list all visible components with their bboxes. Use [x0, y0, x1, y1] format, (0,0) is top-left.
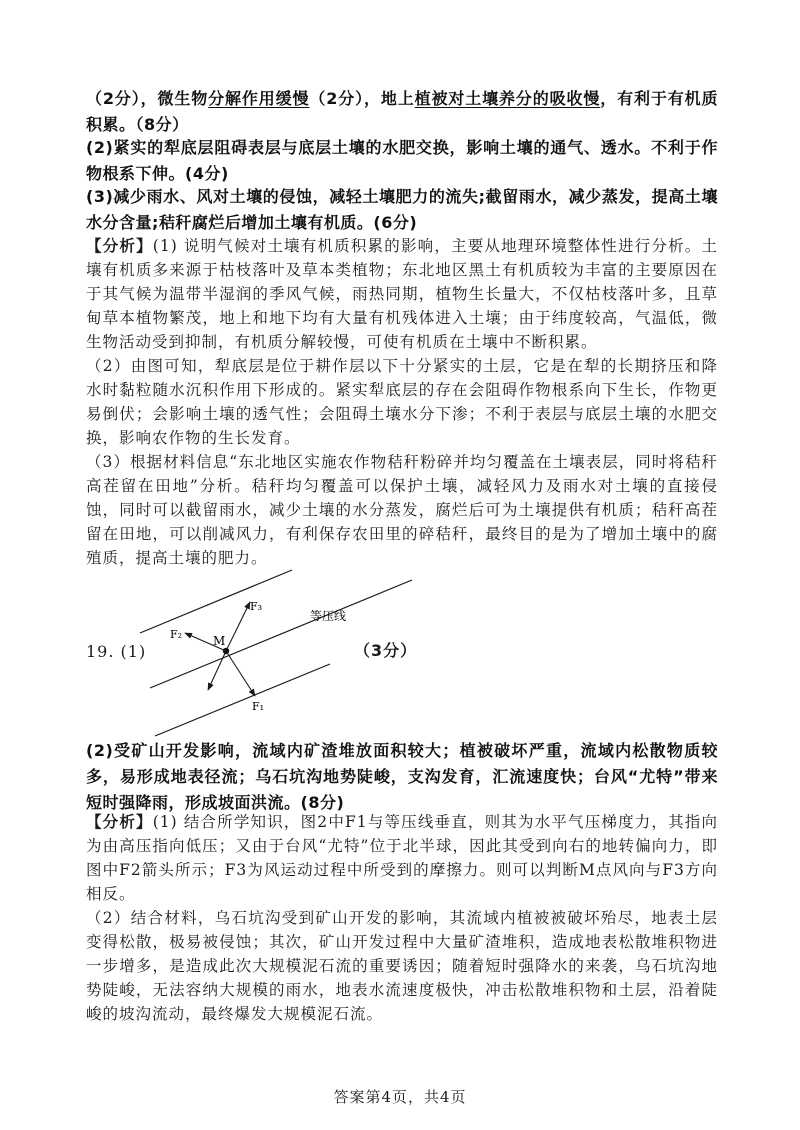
underlined-phrase: 植被对土壤养分的吸收慢 — [414, 89, 601, 108]
point-m — [223, 648, 229, 654]
arrow-f1 — [226, 651, 255, 696]
answer-19-part2: (2)受矿山开发影响，流域内矿渣堆放面积较大；植被破坏严重，流域内松散物质较多，易形成地表径流；乌石坑沟地势陡峻，支沟发育，汇流速度快；台风“尤特”带来短时强降雨，形成坡面洪流。(8分) — [86, 741, 718, 812]
analysis-19-p1: 【分析】(1) 结合所学知识，图2中F1与等压线垂直，则其为水平气压梯度力，其指向为由高压指向低压；又由于台风“尤特”位于北半球，因此其受到向右的地转偏向力，即图中F2箭头所示；F3为风运动过程中所受到的摩擦力。则可以判断M点风向与F3方向相反。 — [86, 812, 718, 903]
underlined-phrase: 分解作用缓慢 — [208, 89, 310, 108]
question-19-number: 19. (1) — [86, 642, 147, 661]
analysis-18-p2: （2）由图可知，犁底层是位于耕作层以下十分紧实的土层，它是在犁的长期挤压和降水时黏粒随水沉积作用下形成的。紧实犁底层的存在会阻碍作物根系向下生长，作物更易倒伏；会影响土壤的透气性；会阻碍土壤水分下渗；不利于表层与底层土壤的水肥交换，影响农作物的生长发育。 — [86, 357, 718, 447]
answer-18-part2: (2)紧实的犁底层阻碍表层与底层土壤的水肥交换，影响土壤的通气、透水。不利于作物根系下伸。(4分) — [86, 138, 718, 183]
analysis-tag: 【分析】 — [86, 236, 153, 255]
isobar-label: 等压线 — [310, 609, 347, 623]
analysis-18-p3: （3）根据材料信息“东北地区实施农作物秸秆粉碎并均匀覆盖在土壤表层，同时将秸秆高茬留在田地”分析。秸秆均匀覆盖可以保护土壤，减轻风力及雨水对土壤的直接侵蚀，同时可以截留雨水，减少土壤的水分蒸发，腐烂后可为土壤提供有机质；秸秆高茬留在田地，可以削减风力，有利保存农田里的碎秸秆，最终目的是为了增加土壤中的腐殖质，提高土壤的肥力。 — [86, 453, 718, 567]
answer-18-part1: （2分），微生物分解作用缓慢（2分），地上植被对土壤养分的吸收慢，有利于有机质积累。（8分） — [86, 89, 718, 134]
f3-label: F₃ — [250, 600, 263, 613]
f2-label: F₂ — [170, 628, 183, 641]
question-19-score: （3分） — [354, 641, 418, 660]
isobar-line-2 — [150, 580, 412, 688]
f1-label: F₁ — [252, 700, 265, 713]
analysis-19-p2: （2）结合材料，乌石坑沟受到矿山开发的影响，其流域内植被被破坏殆尽，地表土层变得松散，极易被侵蚀；其次，矿山开发过程中大量矿渣堆积，造成地表松散堆积物进一步增多，是造成此次大规模泥石流的重要诱因；随着短时强降水的来袭，乌石坑沟地势陡峻，无法容纳大规模的雨水，地表水流速度极快，冲击松散堆积物和土层，沿着陡峻的坡沟流动，最终爆发大规模泥石流。 — [86, 909, 718, 1023]
answer-18-part3: (3)减少雨水、风对土壤的侵蚀，减轻土壤肥力的流失;截留雨水，减少蒸发，提高土壤水分含量;秸秆腐烂后增加土壤有机质。(6分) — [86, 187, 718, 232]
analysis-18-p1: 【分析】(1) 说明气候对土壤有机质积累的影响，主要从地理环境整体性进行分析。土壤有机质多来源于枯枝落叶及草本类植物；东北地区黑土有机质较为丰富的主要原因在于其气候为温带半湿润的季风气候，雨热同期，植物生长量大，不仅枯枝落叶多，且草甸草本植物繁茂，地上和地下均有大量有机残体进入土壤；由于纬度较高，气温低，微生物活动受到抑制，有机质分解较慢，可使有机质在土壤中不断积累。 — [86, 236, 718, 351]
page-footer: 答案第4页，共4页 — [333, 1088, 467, 1106]
point-m-label: M — [213, 634, 226, 648]
isobar-force-diagram — [100, 568, 620, 738]
analysis-tag: 【分析】 — [86, 812, 153, 831]
isobar-line-1 — [140, 570, 292, 633]
arrow-wind — [208, 651, 226, 690]
arrow-f3 — [226, 602, 250, 651]
